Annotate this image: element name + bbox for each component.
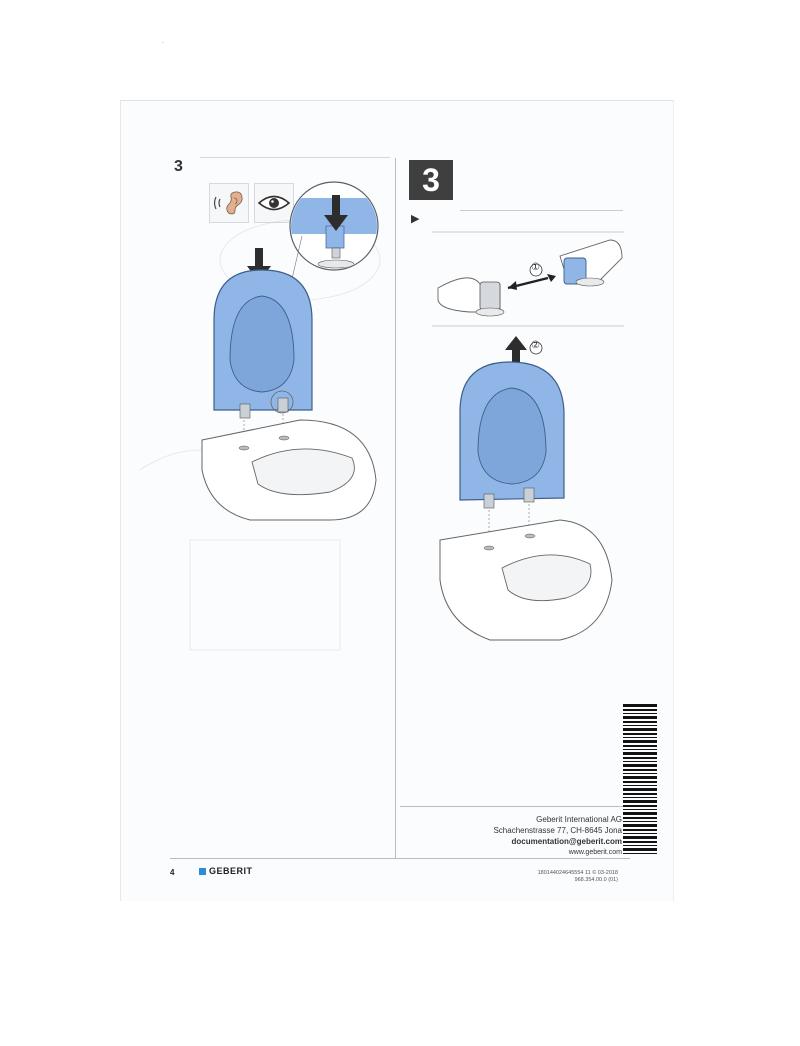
barcode-graphic bbox=[623, 704, 657, 854]
barcode-bar bbox=[623, 829, 657, 831]
arrow-label-1: ① bbox=[531, 262, 540, 273]
barcode-bar bbox=[623, 773, 657, 774]
doc-number-line1: 180144024645554 11 © 03-2018 bbox=[537, 870, 618, 876]
barcode-bar bbox=[623, 704, 657, 707]
step-number-left: 3 bbox=[174, 158, 183, 175]
barcode-bar bbox=[623, 805, 657, 807]
barcode-bar bbox=[623, 721, 657, 723]
barcode-bar bbox=[623, 800, 657, 803]
barcode-bar bbox=[623, 776, 657, 779]
barcode-bar bbox=[623, 824, 657, 827]
barcode-bar bbox=[623, 757, 657, 759]
barcode-bar bbox=[623, 713, 657, 714]
barcode-bar bbox=[623, 841, 657, 843]
barcode-bar bbox=[623, 709, 657, 711]
company-name: Geberit International AG bbox=[536, 815, 622, 824]
company-website: www.geberit.com bbox=[568, 849, 622, 856]
barcode-bar bbox=[623, 745, 657, 747]
barcode-bar bbox=[623, 785, 657, 786]
company-email: documentation@geberit.com bbox=[511, 837, 622, 846]
barcode-bar bbox=[623, 769, 657, 771]
document-numbers bbox=[538, 870, 618, 884]
page-number: 4 bbox=[170, 868, 175, 877]
page-footer-rule bbox=[170, 858, 630, 859]
barcode-bar bbox=[623, 817, 657, 819]
barcode-bar bbox=[623, 740, 657, 743]
brand-square-icon bbox=[199, 868, 206, 875]
scan-speck: · bbox=[162, 40, 164, 46]
brand-logo bbox=[199, 866, 253, 876]
brand-name: GEBERIT bbox=[209, 866, 253, 876]
barcode-bar bbox=[623, 793, 657, 795]
barcode-bar bbox=[623, 728, 657, 731]
barcode-bar bbox=[623, 716, 657, 719]
barcode-bar bbox=[623, 781, 657, 783]
barcode-bar bbox=[623, 848, 657, 851]
barcode-bar bbox=[623, 749, 657, 750]
company-street: Schachenstrasse 77, CH-8645 Jona bbox=[493, 826, 622, 835]
barcode-bar bbox=[623, 853, 657, 854]
barcode-bar bbox=[623, 788, 657, 791]
barcode-bar bbox=[623, 836, 657, 839]
company-address bbox=[493, 814, 622, 858]
footer-rule bbox=[400, 806, 623, 807]
barcode-bar bbox=[623, 809, 657, 810]
barcode-bar bbox=[623, 812, 657, 815]
step-number-right: 3 bbox=[409, 160, 453, 200]
barcode-bar bbox=[623, 733, 657, 735]
bullet-icon: ▶ bbox=[411, 213, 420, 225]
barcode-bar bbox=[623, 737, 657, 738]
barcode-bar bbox=[623, 833, 657, 834]
barcode-bar bbox=[623, 764, 657, 767]
barcode-bar bbox=[623, 725, 657, 726]
barcode-bar bbox=[623, 752, 657, 755]
barcode-bar bbox=[623, 761, 657, 762]
barcode-bar bbox=[623, 845, 657, 846]
arrow-label-2: ② bbox=[531, 340, 540, 351]
barcode-bar bbox=[623, 797, 657, 798]
doc-number-line2: 968.354.00.0 (01) bbox=[574, 877, 618, 883]
barcode-bar bbox=[623, 821, 657, 822]
hinge-removal-detail bbox=[432, 232, 624, 326]
